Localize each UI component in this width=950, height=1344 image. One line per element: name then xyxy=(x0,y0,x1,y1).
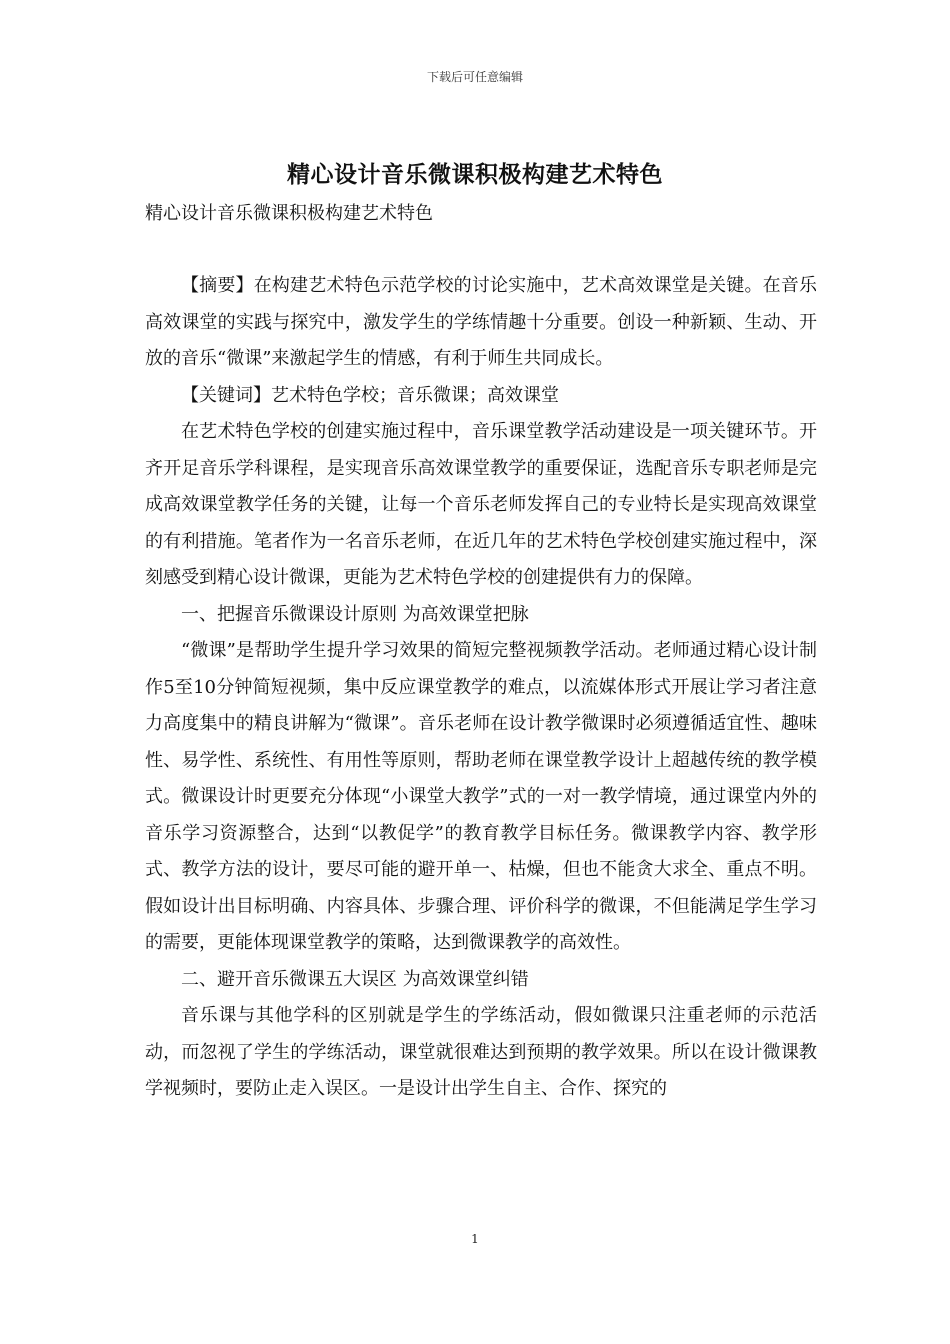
page-header-note: 下载后可任意编辑 xyxy=(426,70,523,84)
document-subtitle: 精心设计音乐微课积极构建艺术特色 xyxy=(145,203,433,224)
section-heading-1: 一、把握音乐微课设计原则 为高效课堂把脉 xyxy=(181,603,529,625)
keywords-paragraph: 【关键词】艺术特色学校；音乐微课；高效课堂 xyxy=(181,384,559,406)
section-heading-2: 二、避开音乐微课五大误区 为高效课堂纠错 xyxy=(181,968,529,990)
document-body xyxy=(145,268,817,1108)
document-title: 精心设计音乐微课积极构建艺术特色 xyxy=(287,161,663,188)
abstract-paragraph: 【摘要】在构建艺术特色示范学校的讨论实施中，艺术高效课堂是关键。在音乐高效课堂的实践与探究中，激发学生的学练情趣十分重要。创设一种新颖、生动、开放的音乐“微课”来激起学生的情感，有利于师生共同成长。 xyxy=(145,275,817,369)
section-2-paragraph: 音乐课与其他学科的区别就是学生的学练活动，假如微课只注重老师的示范活动，而忽视了学生的学练活动，课堂就很难达到预期的教学效果。所以在设计微课教学视频时，要防止走入误区。一是设计出学生自主、合作、探究的 xyxy=(145,1005,817,1099)
intro-paragraph: 在艺术特色学校的创建实施过程中，音乐课堂教学活动建设是一项关键环节。开齐开足音乐学科课程，是实现音乐高效课堂教学的重要保证，选配音乐专职老师是完成高效课堂教学任务的关键，让每一个音乐老师发挥自己的专业特长是实现高效课堂的有利措施。笔者作为一名音乐老师，在近几年的艺术特色学校创建实施过程中，深刻感受到精心设计微课，更能为艺术特色学校的创建提供有力的保障。 xyxy=(145,421,817,588)
section-1-paragraph: “微课”是帮助学生提升学习效果的简短完整视频教学活动。老师通过精心设计制作5至10分钟简短视频，集中反应课堂教学的难点，以流媒体形式开展让学习者注意力高度集中的精良讲解为“微课”。音乐老师在设计教学微课时必须遵循适宜性、趣味性、易学性、系统性、有用性等原则，帮助老师在课堂教学设计上超越传统的教学模式。微课设计时更要充分体现“小课堂大教学”式的一对一教学情境，通过课堂内外的音乐学习资源整合，达到“以教促学”的教育教学目标任务。微课教学内容、教学形式、教学方法的设计，要尽可能的避开单一、枯燥，但也不能贪大求全、重点不明。假如设计出目标明确、内容具体、步骤合理、评价科学的微课，不但能满足学生学习的需要，更能体现课堂教学的策略，达到微课教学的高效性。 xyxy=(145,640,817,953)
page-number: 1 xyxy=(471,1232,479,1246)
